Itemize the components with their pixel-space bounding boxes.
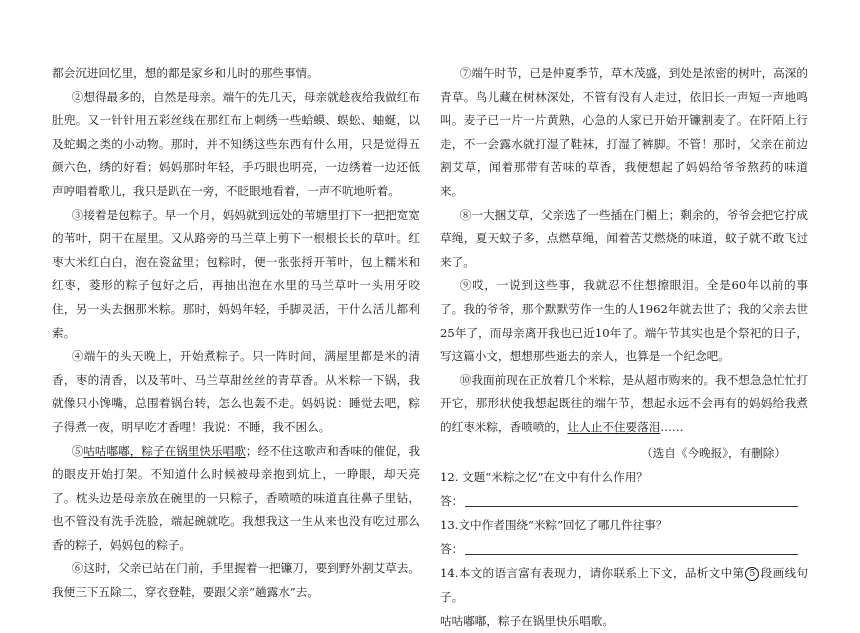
paragraph-5-number: ⑤ (71, 443, 84, 458)
paragraph-5-rest: ；经不住这歌声和香味的催促，我的眼皮开始打架。不知道什么时候被母亲抱到炕上，一睁眼，却天亮了。枕头边是母亲放在碗里的一只粽子，香喷喷的味道直往鼻子里钻，也不管没有洗手洗脸，端起碗就吃。我想我这一生从来也没有吃过那么香的粽子，妈妈包的粽子。 (52, 443, 420, 552)
underlined-phrase: 让人止不住要落泪 (567, 419, 661, 434)
paragraph-4: ④端午的头天晚上，开始煮粽子。只一阵时间，满屋里都是米的清香，枣的清香，以及苇叶、马兰草甜丝丝的青草香。从米粽一下锅，我就像只小馋嘴，总围着锅台转，怎么也轰不走。妈妈说：睡觉去吧，粽子得煮一夜，明早吃才香哩！我说：不睡，我不困么。 (52, 349, 420, 434)
paragraph-5 (52, 440, 420, 558)
answer-12 (440, 490, 808, 514)
paragraph-8: ⑧一大捆艾草，父亲选了一些插在门楣上；剩余的，爷爷会把它拧成草绳，夏天蚊子多，点燃草绳，闻着苦艾燃烧的味道，蚊子就不敢飞过来了。 (440, 207, 808, 269)
paragraph-9: ⑨哎，一说到这些事，我就忍不住想擦眼泪。全是60年以前的事了。我的爷爷，那个默默劳作一生的人1962年就去世了；我的父亲去世25年了，而母亲离开我也已近10年了。端午节其实也是个祭祀的日子，写这篇小文，想想那些逝去的亲人，也算是一个纪念吧。 (440, 278, 808, 364)
source-note: （选自《今晚报》，有删除） (641, 445, 786, 460)
question-14-text: 14.本文的语言富有表现力，请你联系上下文，品析文中第 (440, 566, 745, 581)
question-12: 12. 文题“米粽之忆”在文中有什么作用？ (440, 470, 648, 485)
answer-label: 答： (440, 541, 464, 556)
answer-label: 答： (440, 493, 464, 508)
paragraph-10 (440, 369, 808, 440)
circled-number: 5 (745, 567, 759, 581)
paragraph-6: ⑥这时，父亲已站在门前，手里握着一把镰刀，要到野外割艾草去。我便三下五除二，穿衣登鞋，要跟父亲“趟露水”去。 (52, 561, 420, 600)
paragraph-10-text: ⑩我面前现在正放着几个米粽，是从超市购来的。我不想急急忙忙打开它，那形状使我想起既往的端午节，想起永远不会再有的妈妈给我煮的红枣米粽，香喷喷的， (440, 372, 808, 434)
answer-line[interactable] (465, 554, 798, 555)
answer-line[interactable] (465, 506, 798, 507)
paragraph-1-tail: 都会沉进回忆里，想的都是家乡和儿时的那些事情。 (52, 66, 319, 80)
quoted-sentence: 咕咕嘟嘟，粽子在锅里快乐唱歌。 (440, 613, 614, 628)
ellipsis: …… (660, 419, 684, 434)
right-column (440, 62, 808, 633)
question-14-text-end: 段画线句子。 (440, 566, 808, 605)
left-column (52, 62, 420, 605)
paragraph-3: ③接着是包粽子。早一个月，妈妈就到远处的苇塘里打下一把把宽宽的苇叶，阴干在屋里。又从路旁的马兰草上剪下一根根长长的草叶。红枣大米红白白，泡在瓷盆里；包粽时，便一张张捋开苇叶，包上糯米和红枣，菱形的粽子包好之后，再抽出泡在水里的马兰草叶一头用牙咬住，另一头去捆那米粽。那时，妈妈年轻，手脚灵活，干什么活儿都利索。 (52, 207, 420, 340)
paragraph-2: ②想得最多的，自然是母亲。端午的先几天，母亲就趁夜给我做红布肚兜。又一针针用五彩丝线在那红布上刺绣一些蛤蟆、蜈蚣、蚰蜒，以及蛇蝎之类的小动物。那时，并不知绣这些东西有什么用，只是觉得五颜六色，绣的好看；妈妈那时年轻，手巧眼也明亮，一边绣着一边还低声哼唱着歌儿，我只是趴在一旁，不眨眼地看着，一声不吭地听着。 (52, 89, 420, 198)
question-13: 13.文中作者围绕“米粽”回忆了哪几件往事？ (440, 518, 668, 533)
paragraph-7: ⑦端午时节，已是仲夏季节，草木茂盛，到处是浓密的树叶，高深的青草。鸟儿藏在树林深处，不管有没有人走过，依旧长一声短一声地鸣叫。麦子已一片一片黄熟，心急的人家已开始开镰割麦了。在阡陌上行走，不一会露水就打湿了鞋袜，打湿了裤脚。不管！那时，父亲在前边割艾草，闻着那带有苦味的草香，我便想起了妈妈给爷爷熬药的味道来。 (440, 66, 808, 198)
question-14 (440, 562, 808, 609)
underlined-sentence: 咕咕嘟嘟，粽子在锅里快乐唱歌 (83, 443, 246, 458)
answer-13 (440, 538, 808, 562)
